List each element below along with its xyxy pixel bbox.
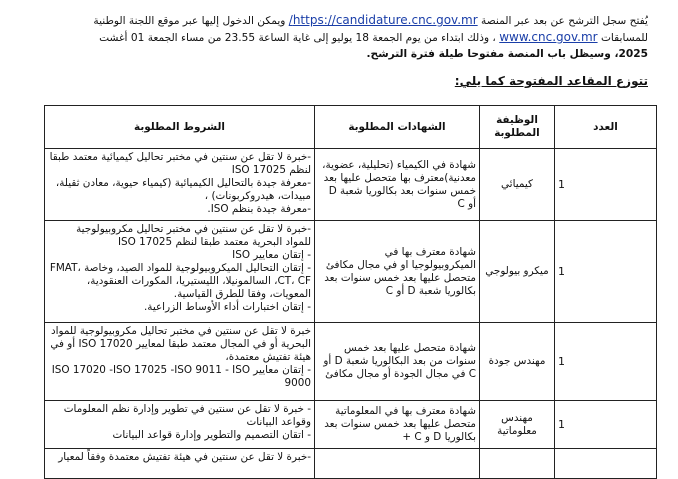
requirement-line: -معرفة جيدة بالتحاليل الكيميائية (كيمياء حيوية، معادن ثقيلة، مبيدات، هيدروكربونات) ، [55, 177, 311, 202]
row-number: 1 [555, 323, 657, 401]
intro-line-1 [36, 12, 648, 29]
row-certificate: شهادة في الكيمياء (تحليلية، عضوية، معدنية)معترف بها متحصل عليها بعد خمس سنوات بعد بكالوريا شعبة D أو C [315, 149, 480, 221]
row-requirements [45, 401, 315, 449]
requirement-line: -معرفة جيدة بنظم ISO. [207, 203, 311, 215]
candidature-link[interactable]: https://candidature.cnc.gov.mr/ [288, 13, 478, 27]
row-certificate: شهادة متحصل عليها بعد خمس سنوات من بعد البكالوريا شعبة D أو C في مجال الجودة أو مجال مكافئ [315, 323, 480, 401]
header-number: العدد [555, 106, 657, 149]
row-certificate: شهادة معترف بها في الميكروبيولوجيا او في مجال مكافئ متحصل عليها بعد خمس سنوات بعد بكالوريا شعبة D أو C [315, 221, 480, 323]
intro-line-3: 2025، وسيظل باب المنصة مفتوحا طيلة فترة الترشح. [366, 48, 648, 60]
requirement-line: -خبرة لا تقل عن سنتين في مختبر تحاليل مكروبيولوجية للمواد البحرية معتمد طبقا لنظم ISO 17025 [76, 223, 311, 248]
requirement-line: - إتقان معايير ISO [232, 249, 311, 261]
intro-line-2 [36, 29, 648, 46]
row-number [555, 449, 657, 479]
header-job: الوظيفة المطلوبة [480, 106, 555, 149]
row-job: ميكرو بيولوجي [480, 221, 555, 323]
row-job: كيميائي [480, 149, 555, 221]
row-certificate [315, 449, 480, 479]
cnc-website-link[interactable]: www.cnc.gov.mr [499, 30, 598, 44]
header-certificates: الشهادات المطلوبة [315, 106, 480, 149]
requirement-line: -خبرة لا تقل عن سنتين في هيئة تفتيش معتمدة وفقاً لمعيار [58, 451, 311, 463]
table-row [45, 323, 657, 401]
row-job [480, 449, 555, 479]
row-job: مهندس معلوماتية [480, 401, 555, 449]
row-number: 1 [555, 401, 657, 449]
seats-table [44, 105, 657, 479]
intro-text: للمسابقات [600, 32, 648, 44]
row-certificate: شهادة معترف بها في المعلوماتية متحصل عليها بعد خمس سنوات بعد بكالوريا D و C + [315, 401, 480, 449]
row-job: مهندس جودة [480, 323, 555, 401]
header-requirements: الشروط المطلوبة [45, 106, 315, 149]
table-row [45, 221, 657, 323]
table-row [45, 401, 657, 449]
row-requirements [45, 149, 315, 221]
requirement-line: - إتقان التحاليل الميكروبيولوجية للمواد الصيد، وخاصة FMAT، CT، CF، السالمونيلا، الليستيريا، المكورات العنقودية، المعويات، وفقا للطرق القياسية. [49, 262, 311, 300]
intro-paragraph [36, 12, 648, 62]
requirement-line: - إتقان معايير ISO 17020 -ISO 17025 -ISO 9011 - ISO 9000 [51, 364, 311, 389]
requirement-line: -خبرة لا تقل عن سنتين في مختبر تحاليل كيميائية معتمد طبقا لنظم ISO 17025 [49, 151, 311, 176]
requirement-line: - إتقان اختبارات أداء الأوساط الزراعية. [143, 301, 311, 313]
section-heading: تتوزع المقاعد المفتوحة كما يلي: [454, 74, 648, 88]
requirement-line: - اتقان التصميم والتطوير وإدارة قواعد البيانات [112, 429, 311, 441]
row-requirements [45, 221, 315, 323]
table-row [45, 149, 657, 221]
row-requirements [45, 323, 315, 401]
row-requirements [45, 449, 315, 479]
table-row [45, 449, 657, 479]
intro-text: ، وذلك ابتداء من يوم الجمعة 18 يوليو إلى غاية الساعة 23.55 من مساء الجمعة 01 أغشت [99, 32, 496, 44]
row-number: 1 [555, 221, 657, 323]
intro-text: يُفتح سجل الترشح عن بعد عبر المنصة [481, 15, 648, 27]
table-header-row [45, 106, 657, 149]
requirement-line: - خبرة لا تقل عن سنتين في تطوير وإدارة نظم المعلومات وقواعد البيانات [63, 403, 311, 428]
intro-text: ويمكن الدخول إليها عبر موقع اللجنة الوطنية [93, 15, 286, 27]
row-number: 1 [555, 149, 657, 221]
requirement-line: خبرة لا تقل عن سنتين في مختبر تحاليل مكروبيولوجية للمواد البحرية أو في المجال معتمد طبقا لمعايير ISO 17020 أو في هيئة تفتيش معتمدة، [50, 325, 311, 363]
